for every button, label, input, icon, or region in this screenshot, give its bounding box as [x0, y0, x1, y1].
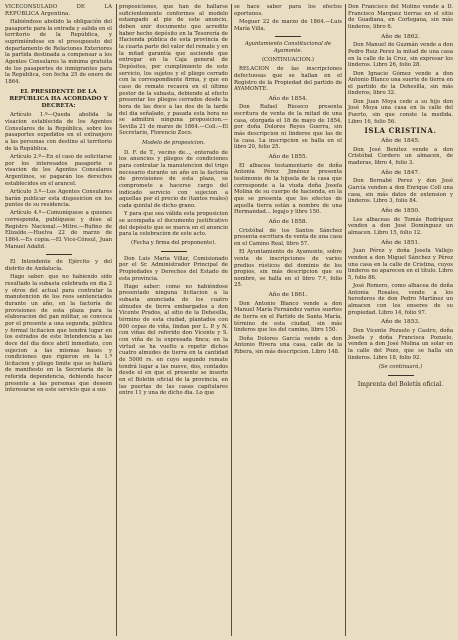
entry: Don Bernabé Perez y don José García venden a don Enrique Coll una casa, sin más datos de extension y linderos. Libro 3, folio 84.	[348, 178, 453, 205]
year-heading: Año de 1861.	[268, 292, 308, 299]
year-heading: Año de 1847.	[381, 169, 420, 176]
divider	[161, 251, 187, 252]
year-heading: Año de 1858.	[268, 218, 308, 225]
year-heading: Año de 1862.	[381, 33, 420, 40]
paragraph: se hace saber para los efectos oportunos.	[234, 4, 342, 17]
year-heading: Año de 1853.	[381, 319, 420, 326]
signature-line: (Fecha y firma del proponente).	[131, 239, 216, 246]
entry: El albacea testamentario de doña Antonia Pérez Jiménez presenta testimonio de la hijuela de la casa que corresponde a la viuda doña Josefa Molina de su cuerpo de hacienda, en la que se presenta que los efectos de aquella tierra están a nombre de una Hermandad... legajo y libro 150.	[234, 162, 342, 216]
paragraph: proposiciones, que han de hallarse suficientemente conformes al modelo estampado al pie de este anuncio, deben unir documento que acredite haber hecho depósito en la Tesorería de Hacienda pública de esta provincia de la cuarta parte del valor del remate y en la mitad garantía que asciende que entregar en la Caja general de Depósitos, por cumplimiento de este servicio, los sujetos y el pliego cerrado con la correspondiente firma, y que en caso de remate recaerá en el último postor de la subasta, debiendo al efecto presentar los pliegos cerrados desde la hora de las doce a las dos de la tarde del dia señalado, y pasada esta hora no se admitirá ninguna proposicion.—Sevilla 21 de marzo de 1864.—Coll.—El Secretario, Florencio Zoco.	[119, 4, 228, 137]
section-heading: EL PRESIDENTE DE LA REPÚBLICA HA ACORDADO Y DECRETA:	[9, 89, 108, 110]
entry: Los albaceas de Tomás Rodríguez venden a don José Domínguez un almacen. Libro 15, folio 12.	[348, 216, 453, 236]
paragraph: Y para que sea válida esta proposicion se acompaña el documento justificativo del depósito que se marca en el anuncio para la celebracion de este acto.	[119, 211, 228, 238]
entry: Don Rafael Rioseco presenta escritura de venta de la mitad de una casa, otorgada el 18 de mayo de 1854, por doña Dolores Reyes Guerra, sin más descripcion ni linderos que las de la casa. La inscripcion se halla en el libro 20, folio 25.	[234, 104, 342, 151]
column-3	[231, 4, 345, 636]
column-2	[116, 4, 231, 636]
section-heading: Don Luis María Villar, Comisionado por el Sr. Administrador Principal de Propiedades y Derechos del Estado de esta provincia.	[119, 255, 228, 282]
entry: Don Vicente Pozuelo y Castro, doña Josefa y doña Francisca Pozuelo, venden a don José Molina un solar en la calle del Pozo, que se halla sin linderos. Libro 18, folio 92.	[348, 328, 453, 361]
entry: José Romero, como albacea de doña Antonia Rosales, vende a los herederos de don Pedro Martínez un almacen con los enseres de su propiedad. Libro 14, folio 97.	[348, 283, 453, 316]
entry: Juan Pérez y doña Josefa Vallejo venden a don Miguel Sánchez y Pérez una casa en la calle de Cristina, cuyos linderos no aparecen en el título. Libro 5, folio 86.	[348, 248, 453, 281]
entry: Don Juan Moya cede a su hijo don José Moya una casa en la calle del Puerto, sin que conste la medida. Libro 16, folio 56.	[348, 98, 453, 125]
entry: Don Ignacio Gómez vende a don Antonio Blanco una suerte de tierra en el partido de la Dehesilla, sin más linderos, libro 32.	[348, 70, 453, 97]
printer-imprint: Imprenta del Boletín oficial.	[357, 380, 444, 388]
paragraph: Habiéndose abolido la obligación del pasaporte para la entrada y salida en el territorio de la República, y suprimiéndose en el presupuesto del departamento de Relaciones Exteriores la partida destinada a compensar a los Agentes Consulares la minima gratuita de los pasaportes de inmigrantes para la República, con fecha 25 de enero de 1864.	[5, 18, 112, 85]
paragraph: Hago saber: como no habiéndose presentado ninguna licitacion a la subasta anunciada de los cuatro almudes de tierra embargados a don Vicente Prados, al sitio de la Dehesilla, término de esta ciudad, plantados con 600 cepas de viña, lindan por L. P. y N. con viñas del referido don Vicente y S. con viña de la expresada finca; en la virtud se ha vuelto a repetir dichos cuatro almudes de tierra en la cantidad de 5000 rs. en cuyo segundo remate tendrá lugar a las nueve, dos, contados desde el en que el presente se inserte en el Boletin oficial de la provincia, en las puertas de las casas capitulares entre 11 y una de dicho dia. Lo que	[119, 283, 228, 397]
year-heading: Año de 1855.	[268, 154, 308, 161]
article-paragraph: Artículo 2.º—En el caso de solicitarse por los interesados pasaporte o visacion de los Agentes Consulares Argentinos, se pagarán los derechos establecidos en el arancel.	[5, 154, 112, 187]
continuation-note: (Se continuará.)	[378, 364, 423, 371]
entry: Don Manuel de Guzmán vende a don Pedro Ruiz Perez la mitad de una casa en la calle de la Cruz, sin expresar los linderos. Libro 26, folio 28.	[348, 42, 453, 69]
paragraph: RELACION de las inscripciones defectuosas que se hallan en el Registro de la Propiedad del partido de AYAMONTE.	[234, 66, 342, 93]
paragraph: Hago saber: que no habiendo sido resultado la subasta celebrada en dia 2 y otros del actual para contratar la manutencion de los reos sentenciados durante un año, en la factoría de provisiones de esta plaza para la elaboracion del pan militar, se convoca por el presente a una segunda, pública y formal licitacion que tendrá lugar en los estrados de este Intendencia a las doce del dia doce abril inmediato, con sujecion a las mismas bases y condiciones que rigieron en la 1.ª licitacion y pliego limite que se hallará de manifiesto en la Secretaría de la referida dependencia, debiendo hacer presente a las personas que deseen interesarse en este servicio que a sus	[5, 274, 112, 394]
year-heading: Año de 1854.	[268, 95, 308, 102]
year-heading: Año de 1850.	[381, 207, 420, 214]
signature-line: Moguer 22 de marzo de 1864.—Luis María Villa.	[234, 18, 342, 32]
article-paragraph: Artículo 1.º—Queda abolida la visacion establecida de los Agentes Consulares de la República, sobre los pasaportes expedidos en el extranjero a las personas con destino al territorio de la República.	[5, 112, 112, 152]
entry: Don Antonio Blanco vende a don Manuel María Fernández varios suertes de tierra en el Partido de Santa María, término de esta ciudad, sin más linderos que los del camino, libro 150.	[234, 300, 342, 334]
year-heading: Año de 1851.	[381, 239, 420, 246]
locality-heading: ISLA CRISTINA.	[364, 126, 437, 136]
section-heading: Modelo de proposicion.	[142, 140, 205, 147]
section-heading: El Intendente de Ejército y del distrito de Andalucía.	[5, 259, 112, 273]
paragraph: D. F. de T., vecino de..., enterado de los anuncios y pliegos de condiciones para contratar la manutencion del trigo necesario durante un año en la factoría de provisiones de esta plaza, se compromete a hacerse cargo del indicado servicio con sujecion a aquellas por el precio de (tantos reales) cada quintal de dicho grano.	[119, 149, 228, 210]
article-paragraph: Artículo 3.º—Los Agentes Consulares harán publicar esta disposicion en los puntos de su residencia.	[5, 188, 112, 209]
column-1	[2, 4, 115, 636]
section-heading: Ayuntamiento Constitucional de Ayamonte.	[244, 41, 332, 54]
entry: Don Francisco del Molino vende a D. Francisco Marquez tierras en el sitio de Guadiana, en Cortegana, sin más linderos, libro 6.	[348, 4, 453, 30]
entry: Cristóbal de los Santos Sánchez presenta escritura de venta de una casa en el Camino Real, libro 57.	[234, 227, 342, 247]
year-heading: Año de 1845.	[381, 138, 420, 144]
divider	[275, 36, 301, 37]
entry: El Ayuntamiento de Ayamonte, sobre venta de inscripciones de varios predios rústicos del dominio de los propios, sin más descripcion que su nombre, se halla en el libro 7.º, folio 25.	[234, 249, 342, 289]
column-4	[345, 4, 456, 636]
divider	[46, 254, 72, 255]
entry: Doña Dolores García vende a don Antonio Rivera una casa, calle de la Ribera, sin más descripcion. Libro 148.	[234, 335, 342, 355]
continuation-note: (CONTINUACION.)	[261, 56, 315, 63]
entry: Don José Benítez vende a don Cristóbal Cordero un almacen, de maderas, libro 4, folio 3.	[348, 146, 453, 166]
divider	[388, 375, 414, 376]
article-paragraph: Artículo 4.º—Comuníquese a quienes corresponda, publíquese y dése al Registro Nacional.—Mitre.—Rufino de Elizalde.—Huelva 22 de marzo de 1864.—Es copia.—El Vice-Cónsul, Juan Manuel Adalid.	[5, 210, 112, 250]
section-title: VICECONSULADO DE LA REPÚBLICA Argentina.	[5, 4, 112, 17]
